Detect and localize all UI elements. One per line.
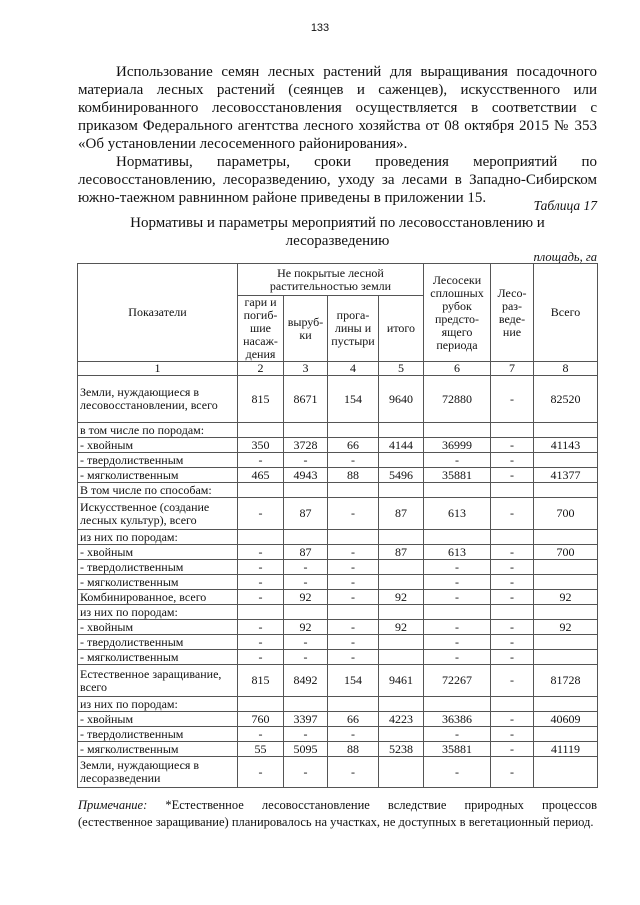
cell-value xyxy=(379,650,424,665)
cell-value: 92 xyxy=(534,590,598,605)
cell-value xyxy=(534,560,598,575)
cell-value: 4223 xyxy=(379,712,424,727)
cell-value: 613 xyxy=(424,545,491,560)
cell-value: 66 xyxy=(328,712,379,727)
cell-value: 154 xyxy=(328,376,379,423)
cell-value: 41143 xyxy=(534,438,598,453)
column-number: 6 xyxy=(424,362,491,376)
cell-value: 55 xyxy=(238,742,284,757)
body-text xyxy=(78,63,597,207)
cell-value xyxy=(491,423,534,438)
cell-value: - xyxy=(284,635,328,650)
cell-value: - xyxy=(328,650,379,665)
cell-value xyxy=(534,727,598,742)
cell-value xyxy=(424,530,491,545)
page-number: 133 xyxy=(310,22,330,34)
row-label: - мягколиственным xyxy=(78,575,238,590)
cell-value xyxy=(424,483,491,498)
column-number: 7 xyxy=(491,362,534,376)
cell-value: 36386 xyxy=(424,712,491,727)
table-row xyxy=(78,453,598,468)
header-clearcuts: Лесосеки сплошных рубок предсто-ящего периода xyxy=(424,264,491,362)
row-label: Искусственное (создание лесных культур), всего xyxy=(78,498,238,530)
row-label: - хвойным xyxy=(78,712,238,727)
cell-value xyxy=(379,530,424,545)
cell-value xyxy=(534,423,598,438)
cell-value: 815 xyxy=(238,665,284,697)
header-afforestation: Лесо-раз-веде-ние xyxy=(491,264,534,362)
table-unit: площадь, га xyxy=(533,250,597,264)
cell-value: - xyxy=(238,545,284,560)
row-label: - твердолиственным xyxy=(78,560,238,575)
row-label: - твердолиственным xyxy=(78,727,238,742)
cell-value: - xyxy=(238,498,284,530)
cell-value xyxy=(238,605,284,620)
cell-value: 88 xyxy=(328,742,379,757)
table-row xyxy=(78,727,598,742)
cell-value: - xyxy=(328,590,379,605)
cell-value xyxy=(238,530,284,545)
cell-value xyxy=(379,560,424,575)
cell-value: 35881 xyxy=(424,468,491,483)
row-label: - хвойным xyxy=(78,438,238,453)
header-cuttings: выруб-ки xyxy=(284,296,328,362)
table-row xyxy=(78,697,598,712)
table-row xyxy=(78,376,598,423)
cell-value: 35881 xyxy=(424,742,491,757)
cell-value: 87 xyxy=(284,498,328,530)
cell-value xyxy=(379,453,424,468)
cell-value xyxy=(328,530,379,545)
header-subtotal: итого xyxy=(379,296,424,362)
paragraph: Использование семян лесных растений для выращивания посадочного материала лесных растений (сеянцев и саженцев), искусственного или комбинированного лесовосстановления осуществляется в соответствии с приказом Федерального агентства лесного хозяйства от 08 октября 2015 № 353 «Об установлении лесосеменного районирования». xyxy=(78,64,597,152)
table-row xyxy=(78,712,598,727)
cell-value xyxy=(534,757,598,788)
cell-value: 815 xyxy=(238,376,284,423)
cell-value: - xyxy=(424,590,491,605)
row-label: - мягколиственным xyxy=(78,742,238,757)
cell-value: - xyxy=(491,590,534,605)
cell-value: - xyxy=(238,575,284,590)
cell-value: - xyxy=(491,453,534,468)
cell-value: 700 xyxy=(534,498,598,530)
header-indicators: Показатели xyxy=(78,264,238,362)
table-row xyxy=(78,635,598,650)
cell-value: - xyxy=(491,757,534,788)
cell-value xyxy=(284,530,328,545)
table-row xyxy=(78,438,598,453)
cell-value: 41377 xyxy=(534,468,598,483)
cell-value: - xyxy=(491,498,534,530)
cell-value: 72267 xyxy=(424,665,491,697)
cell-value: - xyxy=(491,575,534,590)
table-row xyxy=(78,545,598,560)
cell-value xyxy=(534,697,598,712)
cell-value: - xyxy=(284,453,328,468)
cell-value: 8492 xyxy=(284,665,328,697)
table-row xyxy=(78,742,598,757)
column-number: 1 xyxy=(78,362,238,376)
norms-table xyxy=(77,263,598,788)
cell-value: - xyxy=(328,575,379,590)
cell-value: 5238 xyxy=(379,742,424,757)
table-row xyxy=(78,423,598,438)
cell-value: 92 xyxy=(534,620,598,635)
cell-value: - xyxy=(238,727,284,742)
table-row xyxy=(78,560,598,575)
cell-value: 88 xyxy=(328,468,379,483)
cell-value xyxy=(328,483,379,498)
cell-value xyxy=(238,423,284,438)
header-burns: гари и погиб-шие насаж-дения xyxy=(238,296,284,362)
cell-value: - xyxy=(328,560,379,575)
cell-value: - xyxy=(491,635,534,650)
cell-value xyxy=(284,605,328,620)
column-number: 4 xyxy=(328,362,379,376)
cell-value: - xyxy=(424,453,491,468)
cell-value: - xyxy=(424,650,491,665)
cell-value: - xyxy=(424,620,491,635)
row-label: Земли, нуждающиеся в лесоразведении xyxy=(78,757,238,788)
cell-value: - xyxy=(328,498,379,530)
cell-value: - xyxy=(491,727,534,742)
cell-value: - xyxy=(424,635,491,650)
table-row xyxy=(78,498,598,530)
cell-value: 87 xyxy=(284,545,328,560)
row-label: из них по породам: xyxy=(78,605,238,620)
column-number: 3 xyxy=(284,362,328,376)
cell-value: - xyxy=(491,376,534,423)
cell-value: - xyxy=(328,620,379,635)
cell-value: - xyxy=(328,757,379,788)
cell-value: - xyxy=(491,712,534,727)
cell-value: - xyxy=(238,590,284,605)
row-label: Комбинированное, всего xyxy=(78,590,238,605)
table-row xyxy=(78,468,598,483)
row-label: - хвойным xyxy=(78,620,238,635)
table-row xyxy=(78,650,598,665)
cell-value xyxy=(534,575,598,590)
cell-value: - xyxy=(238,635,284,650)
cell-value: 92 xyxy=(379,620,424,635)
cell-value: - xyxy=(424,575,491,590)
cell-value: - xyxy=(284,757,328,788)
cell-value: - xyxy=(491,545,534,560)
cell-value: 350 xyxy=(238,438,284,453)
cell-value: 3397 xyxy=(284,712,328,727)
cell-value: - xyxy=(491,742,534,757)
cell-value: 81728 xyxy=(534,665,598,697)
row-label: из них по породам: xyxy=(78,697,238,712)
row-label: - твердолиственным xyxy=(78,635,238,650)
cell-value: 9640 xyxy=(379,376,424,423)
cell-value: - xyxy=(328,545,379,560)
table-row xyxy=(78,757,598,788)
cell-value: - xyxy=(491,438,534,453)
cell-value: - xyxy=(284,727,328,742)
cell-value: 92 xyxy=(284,590,328,605)
cell-value xyxy=(379,605,424,620)
cell-value: 4943 xyxy=(284,468,328,483)
cell-value: 72880 xyxy=(424,376,491,423)
cell-value xyxy=(534,650,598,665)
table-row xyxy=(78,575,598,590)
row-label: - твердолиственным xyxy=(78,453,238,468)
cell-value xyxy=(534,635,598,650)
table-row xyxy=(78,665,598,697)
cell-value xyxy=(284,483,328,498)
table-row xyxy=(78,530,598,545)
row-label: в том числе по породам: xyxy=(78,423,238,438)
table-row xyxy=(78,605,598,620)
cell-value xyxy=(238,483,284,498)
cell-value: - xyxy=(424,727,491,742)
note-label: Примечание: xyxy=(78,798,148,812)
cell-value: - xyxy=(238,453,284,468)
cell-value: - xyxy=(284,650,328,665)
cell-value: - xyxy=(328,727,379,742)
cell-value: 92 xyxy=(379,590,424,605)
cell-value: - xyxy=(238,560,284,575)
cell-value xyxy=(379,757,424,788)
row-label: - мягколиственным xyxy=(78,468,238,483)
cell-value: 613 xyxy=(424,498,491,530)
column-number: 2 xyxy=(238,362,284,376)
table-label: Таблица 17 xyxy=(533,198,597,213)
cell-value: 66 xyxy=(328,438,379,453)
cell-value xyxy=(424,605,491,620)
column-number: 8 xyxy=(534,362,598,376)
cell-value: - xyxy=(284,560,328,575)
cell-value xyxy=(491,530,534,545)
cell-value xyxy=(328,605,379,620)
cell-value xyxy=(379,727,424,742)
table-row xyxy=(78,590,598,605)
table-row xyxy=(78,620,598,635)
header-glades: прога-лины и пустыри xyxy=(328,296,379,362)
cell-value xyxy=(424,697,491,712)
note-text: *Естественное лесовосстановление вследствие природных процессов (естественное заращивание) планировалось на участках, не доступных в вегетационный период. xyxy=(78,798,597,829)
cell-value xyxy=(424,423,491,438)
cell-value xyxy=(379,423,424,438)
row-label: из них по породам: xyxy=(78,530,238,545)
row-label: Естественное заращивание, всего xyxy=(78,665,238,697)
cell-value xyxy=(534,605,598,620)
cell-value: - xyxy=(491,665,534,697)
header-total: Всего xyxy=(534,264,598,362)
cell-value: - xyxy=(328,453,379,468)
cell-value: 465 xyxy=(238,468,284,483)
cell-value xyxy=(379,635,424,650)
cell-value xyxy=(534,483,598,498)
cell-value: - xyxy=(238,757,284,788)
cell-value: 41119 xyxy=(534,742,598,757)
cell-value: 9461 xyxy=(379,665,424,697)
cell-value: - xyxy=(491,620,534,635)
cell-value: 5496 xyxy=(379,468,424,483)
cell-value: 40609 xyxy=(534,712,598,727)
row-label: - мягколиственным xyxy=(78,650,238,665)
cell-value xyxy=(379,575,424,590)
cell-value xyxy=(491,483,534,498)
cell-value: 760 xyxy=(238,712,284,727)
cell-value xyxy=(491,605,534,620)
cell-value: 154 xyxy=(328,665,379,697)
row-label: - хвойным xyxy=(78,545,238,560)
cell-value xyxy=(534,453,598,468)
cell-value xyxy=(534,530,598,545)
cell-value: 8671 xyxy=(284,376,328,423)
cell-value: - xyxy=(238,620,284,635)
cell-value: 36999 xyxy=(424,438,491,453)
cell-value: 87 xyxy=(379,545,424,560)
cell-value: 4144 xyxy=(379,438,424,453)
footnote xyxy=(78,797,597,831)
cell-value: - xyxy=(491,468,534,483)
row-label: В том числе по способам: xyxy=(78,483,238,498)
cell-value: - xyxy=(491,650,534,665)
cell-value xyxy=(491,697,534,712)
cell-value: 3728 xyxy=(284,438,328,453)
cell-value: - xyxy=(238,650,284,665)
cell-value: 82520 xyxy=(534,376,598,423)
cell-value: - xyxy=(424,757,491,788)
cell-value: - xyxy=(491,560,534,575)
cell-value xyxy=(328,697,379,712)
cell-value: - xyxy=(284,575,328,590)
cell-value xyxy=(379,697,424,712)
cell-value xyxy=(284,697,328,712)
table-row xyxy=(78,483,598,498)
table-title: Нормативы и параметры мероприятий по лесовосстановлению и лесоразведению xyxy=(130,215,545,249)
header-group: Не покрытые лесной растительностью земли xyxy=(238,264,424,296)
cell-value xyxy=(328,423,379,438)
column-number: 5 xyxy=(379,362,424,376)
cell-value xyxy=(238,697,284,712)
cell-value: - xyxy=(424,560,491,575)
cell-value: 700 xyxy=(534,545,598,560)
cell-value: - xyxy=(328,635,379,650)
cell-value xyxy=(284,423,328,438)
row-label: Земли, нуждающиеся в лесовосстановлении, всего xyxy=(78,376,238,423)
cell-value: 5095 xyxy=(284,742,328,757)
cell-value: 92 xyxy=(284,620,328,635)
cell-value: 87 xyxy=(379,498,424,530)
paragraph: Нормативы, параметры, сроки проведения мероприятий по лесовосстановлению, лесоразведению, уходу за лесами в Западно-Сибирском южно-таежном равнинном районе приведены в приложении 15. xyxy=(78,154,597,206)
cell-value xyxy=(379,483,424,498)
